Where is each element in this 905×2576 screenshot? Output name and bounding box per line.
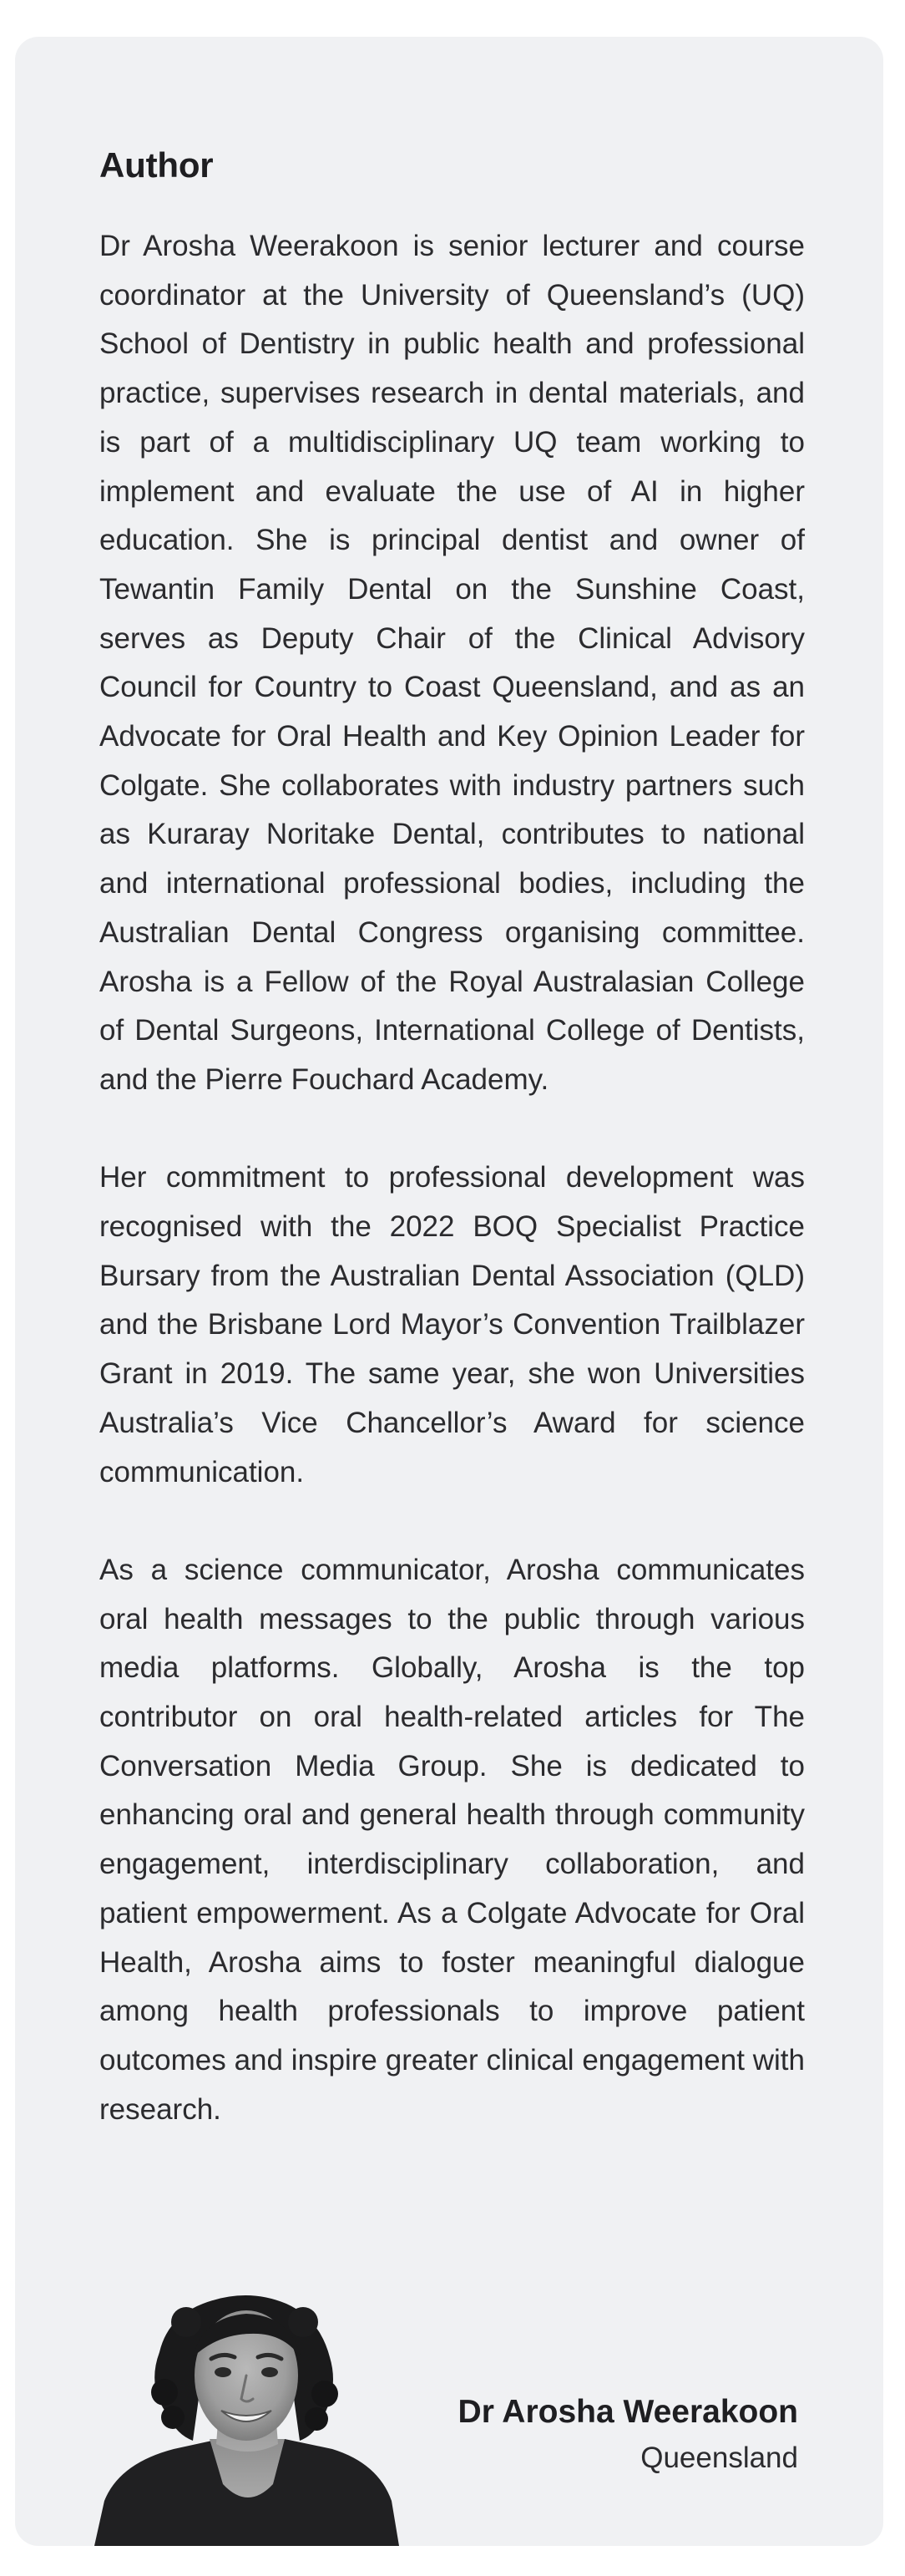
bio-paragraph: Dr Arosha Weerakoon is senior lecturer and course coordinator at the University of Queensland’s (UQ) School of Dentistry in public health and professional practice, supervises research in dental materials, and is part of a multidisciplinary UQ team working to implement and evaluate the use of AI in higher education. She is principal dentist and owner of Tewantin Family Dental on the Sunshine Coast, serves as Deputy Chair of the Clinical Advisory Council for Country to Coast Queensland, and as an Advocate for Oral Health and Key Opinion Leader for Colgate. She collaborates with industry partners such as Kuraray Noritake Dental, contributes to national and international professional bodies, including the Australian Dental Congress organising committee. Arosha is a Fellow of the Royal Australasian College of Dental Surgeons, International College of Dentists, and the Pierre Fouchard Academy. (99, 230, 805, 1096)
author-location: Queensland (640, 2442, 798, 2474)
bio-paragraph: Her commitment to professional development was recognised with the 2022 BOQ Specialist Practice Bursary from the Australian Dental Association (QLD) and the Brisbane Lord Mayor’s Convention Trailblazer Grant in 2019. The same year, she won Universities Australia’s Vice Chancellor’s Award for science communication. (99, 1161, 805, 1488)
bio-paragraph: As a science communicator, Arosha communicates oral health messages to the public through various media platforms. Globally, Arosha is the top contributor on oral health-related articles for The Conversation Media Group. She is dedicated to enhancing oral and general health through community engagement, interdisciplinary collaboration, and patient empowerment. As a Colgate Advocate for Oral Health, Arosha aims to foster meaningful dialogue among health professionals to improve patient outcomes and inspire greater clinical engagement with research. (99, 1553, 805, 2126)
author-card (15, 37, 883, 2546)
section-heading: Author (99, 145, 214, 185)
author-bio (99, 222, 805, 2134)
author-name: Dr Arosha Weerakoon (458, 2394, 798, 2430)
author-portrait-photo (94, 2292, 399, 2546)
author-signature (458, 2391, 798, 2482)
